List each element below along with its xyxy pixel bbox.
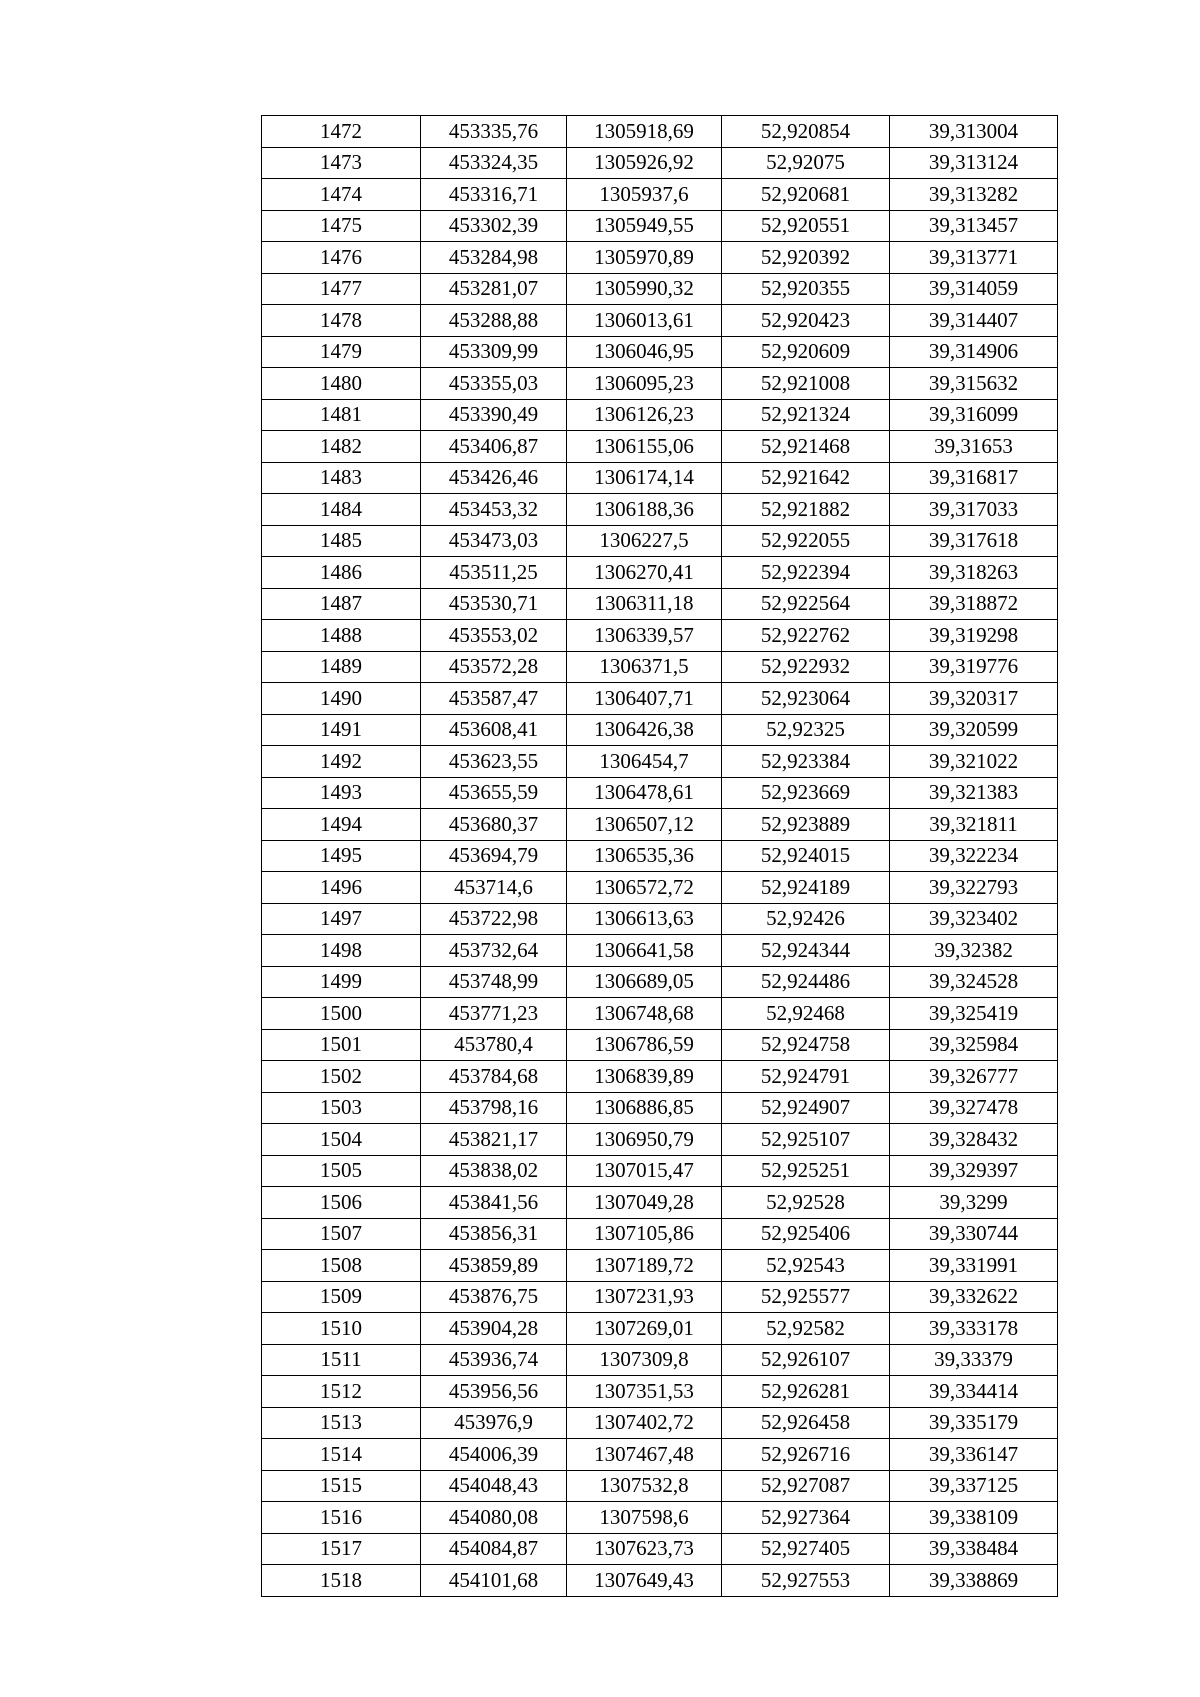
y-coordinate-cell: 1307402,72: [567, 1407, 722, 1439]
latitude-cell: 52,925251: [722, 1155, 890, 1187]
x-coordinate-cell: 453335,76: [421, 116, 567, 148]
table-row: [262, 1250, 1058, 1282]
y-coordinate-cell: 1306748,68: [567, 998, 722, 1030]
point-number-cell: 1508: [262, 1250, 421, 1282]
longitude-cell: 39,321383: [890, 777, 1058, 809]
table-row: [262, 1092, 1058, 1124]
point-number-cell: 1518: [262, 1565, 421, 1597]
latitude-cell: 52,922762: [722, 620, 890, 652]
longitude-cell: 39,314407: [890, 305, 1058, 337]
y-coordinate-cell: 1305918,69: [567, 116, 722, 148]
x-coordinate-cell: 453453,32: [421, 494, 567, 526]
longitude-cell: 39,324528: [890, 966, 1058, 998]
table-row: [262, 1502, 1058, 1534]
longitude-cell: 39,319298: [890, 620, 1058, 652]
longitude-cell: 39,336147: [890, 1439, 1058, 1471]
table-row: [262, 1407, 1058, 1439]
table-row: [262, 179, 1058, 211]
point-number-cell: 1489: [262, 651, 421, 683]
longitude-cell: 39,315632: [890, 368, 1058, 400]
y-coordinate-cell: 1306478,61: [567, 777, 722, 809]
x-coordinate-cell: 453281,07: [421, 273, 567, 305]
y-coordinate-cell: 1307467,48: [567, 1439, 722, 1471]
table-row: [262, 714, 1058, 746]
point-number-cell: 1511: [262, 1344, 421, 1376]
y-coordinate-cell: 1306613,63: [567, 903, 722, 935]
latitude-cell: 52,927087: [722, 1470, 890, 1502]
table-row: [262, 809, 1058, 841]
point-number-cell: 1480: [262, 368, 421, 400]
longitude-cell: 39,317618: [890, 525, 1058, 557]
x-coordinate-cell: 453406,87: [421, 431, 567, 463]
y-coordinate-cell: 1307623,73: [567, 1533, 722, 1565]
longitude-cell: 39,338109: [890, 1502, 1058, 1534]
table-row: [262, 462, 1058, 494]
x-coordinate-cell: 453316,71: [421, 179, 567, 211]
point-number-cell: 1472: [262, 116, 421, 148]
point-number-cell: 1473: [262, 147, 421, 179]
table-row: [262, 998, 1058, 1030]
x-coordinate-cell: 453473,03: [421, 525, 567, 557]
longitude-cell: 39,326777: [890, 1061, 1058, 1093]
table-row: [262, 588, 1058, 620]
longitude-cell: 39,329397: [890, 1155, 1058, 1187]
longitude-cell: 39,332622: [890, 1281, 1058, 1313]
x-coordinate-cell: 453302,39: [421, 210, 567, 242]
y-coordinate-cell: 1306426,38: [567, 714, 722, 746]
coordinates-table-body: [262, 116, 1058, 1597]
x-coordinate-cell: 453587,47: [421, 683, 567, 715]
latitude-cell: 52,920355: [722, 273, 890, 305]
point-number-cell: 1479: [262, 336, 421, 368]
x-coordinate-cell: 453976,9: [421, 1407, 567, 1439]
point-number-cell: 1514: [262, 1439, 421, 1471]
latitude-cell: 52,92426: [722, 903, 890, 935]
point-number-cell: 1490: [262, 683, 421, 715]
table-row: [262, 1218, 1058, 1250]
latitude-cell: 52,927405: [722, 1533, 890, 1565]
y-coordinate-cell: 1307105,86: [567, 1218, 722, 1250]
x-coordinate-cell: 453780,4: [421, 1029, 567, 1061]
longitude-cell: 39,338869: [890, 1565, 1058, 1597]
x-coordinate-cell: 454006,39: [421, 1439, 567, 1471]
x-coordinate-cell: 454084,87: [421, 1533, 567, 1565]
latitude-cell: 52,925406: [722, 1218, 890, 1250]
table-row: [262, 1470, 1058, 1502]
table-row: [262, 935, 1058, 967]
point-number-cell: 1488: [262, 620, 421, 652]
x-coordinate-cell: 453856,31: [421, 1218, 567, 1250]
x-coordinate-cell: 453859,89: [421, 1250, 567, 1282]
table-row: [262, 1439, 1058, 1471]
latitude-cell: 52,923064: [722, 683, 890, 715]
point-number-cell: 1517: [262, 1533, 421, 1565]
latitude-cell: 52,924015: [722, 840, 890, 872]
x-coordinate-cell: 453390,49: [421, 399, 567, 431]
table-row: [262, 557, 1058, 589]
longitude-cell: 39,337125: [890, 1470, 1058, 1502]
y-coordinate-cell: 1306407,71: [567, 683, 722, 715]
point-number-cell: 1493: [262, 777, 421, 809]
latitude-cell: 52,924907: [722, 1092, 890, 1124]
point-number-cell: 1482: [262, 431, 421, 463]
x-coordinate-cell: 453553,02: [421, 620, 567, 652]
table-row: [262, 399, 1058, 431]
x-coordinate-cell: 453771,23: [421, 998, 567, 1030]
table-row: [262, 840, 1058, 872]
y-coordinate-cell: 1306227,5: [567, 525, 722, 557]
point-number-cell: 1492: [262, 746, 421, 778]
longitude-cell: 39,320599: [890, 714, 1058, 746]
y-coordinate-cell: 1306270,41: [567, 557, 722, 589]
point-number-cell: 1486: [262, 557, 421, 589]
x-coordinate-cell: 453511,25: [421, 557, 567, 589]
table-row: [262, 1313, 1058, 1345]
point-number-cell: 1484: [262, 494, 421, 526]
latitude-cell: 52,924189: [722, 872, 890, 904]
x-coordinate-cell: 453309,99: [421, 336, 567, 368]
longitude-cell: 39,314906: [890, 336, 1058, 368]
point-number-cell: 1495: [262, 840, 421, 872]
latitude-cell: 52,925577: [722, 1281, 890, 1313]
point-number-cell: 1501: [262, 1029, 421, 1061]
point-number-cell: 1496: [262, 872, 421, 904]
point-number-cell: 1509: [262, 1281, 421, 1313]
y-coordinate-cell: 1307231,93: [567, 1281, 722, 1313]
x-coordinate-cell: 453798,16: [421, 1092, 567, 1124]
y-coordinate-cell: 1306839,89: [567, 1061, 722, 1093]
longitude-cell: 39,330744: [890, 1218, 1058, 1250]
longitude-cell: 39,316099: [890, 399, 1058, 431]
y-coordinate-cell: 1307015,47: [567, 1155, 722, 1187]
x-coordinate-cell: 453680,37: [421, 809, 567, 841]
latitude-cell: 52,92543: [722, 1250, 890, 1282]
longitude-cell: 39,313004: [890, 116, 1058, 148]
y-coordinate-cell: 1306572,72: [567, 872, 722, 904]
table-row: [262, 1376, 1058, 1408]
x-coordinate-cell: 453608,41: [421, 714, 567, 746]
x-coordinate-cell: 453426,46: [421, 462, 567, 494]
longitude-cell: 39,322793: [890, 872, 1058, 904]
longitude-cell: 39,313457: [890, 210, 1058, 242]
latitude-cell: 52,925107: [722, 1124, 890, 1156]
latitude-cell: 52,920681: [722, 179, 890, 211]
longitude-cell: 39,320317: [890, 683, 1058, 715]
latitude-cell: 52,920423: [722, 305, 890, 337]
point-number-cell: 1506: [262, 1187, 421, 1219]
x-coordinate-cell: 453694,79: [421, 840, 567, 872]
table-row: [262, 777, 1058, 809]
y-coordinate-cell: 1307649,43: [567, 1565, 722, 1597]
longitude-cell: 39,321811: [890, 809, 1058, 841]
point-number-cell: 1491: [262, 714, 421, 746]
x-coordinate-cell: 453876,75: [421, 1281, 567, 1313]
table-row: [262, 1565, 1058, 1597]
point-number-cell: 1494: [262, 809, 421, 841]
point-number-cell: 1483: [262, 462, 421, 494]
longitude-cell: 39,318263: [890, 557, 1058, 589]
table-row: [262, 147, 1058, 179]
table-row: [262, 1344, 1058, 1376]
y-coordinate-cell: 1305937,6: [567, 179, 722, 211]
point-number-cell: 1504: [262, 1124, 421, 1156]
y-coordinate-cell: 1307049,28: [567, 1187, 722, 1219]
point-number-cell: 1476: [262, 242, 421, 274]
latitude-cell: 52,921882: [722, 494, 890, 526]
table-row: [262, 1187, 1058, 1219]
point-number-cell: 1474: [262, 179, 421, 211]
latitude-cell: 52,923669: [722, 777, 890, 809]
latitude-cell: 52,920392: [722, 242, 890, 274]
x-coordinate-cell: 453572,28: [421, 651, 567, 683]
latitude-cell: 52,922055: [722, 525, 890, 557]
latitude-cell: 52,921324: [722, 399, 890, 431]
longitude-cell: 39,313124: [890, 147, 1058, 179]
latitude-cell: 52,922932: [722, 651, 890, 683]
point-number-cell: 1500: [262, 998, 421, 1030]
table-row: [262, 1281, 1058, 1313]
latitude-cell: 52,926281: [722, 1376, 890, 1408]
point-number-cell: 1499: [262, 966, 421, 998]
x-coordinate-cell: 453655,59: [421, 777, 567, 809]
table-row: [262, 1029, 1058, 1061]
point-number-cell: 1478: [262, 305, 421, 337]
point-number-cell: 1503: [262, 1092, 421, 1124]
x-coordinate-cell: 453784,68: [421, 1061, 567, 1093]
longitude-cell: 39,334414: [890, 1376, 1058, 1408]
point-number-cell: 1487: [262, 588, 421, 620]
longitude-cell: 39,321022: [890, 746, 1058, 778]
latitude-cell: 52,927364: [722, 1502, 890, 1534]
longitude-cell: 39,313282: [890, 179, 1058, 211]
y-coordinate-cell: 1306046,95: [567, 336, 722, 368]
y-coordinate-cell: 1305926,92: [567, 147, 722, 179]
table-row: [262, 1124, 1058, 1156]
y-coordinate-cell: 1306689,05: [567, 966, 722, 998]
point-number-cell: 1485: [262, 525, 421, 557]
latitude-cell: 52,921468: [722, 431, 890, 463]
latitude-cell: 52,920854: [722, 116, 890, 148]
table-row: [262, 494, 1058, 526]
y-coordinate-cell: 1306371,5: [567, 651, 722, 683]
coordinates-table: [261, 115, 1058, 1597]
latitude-cell: 52,92075: [722, 147, 890, 179]
longitude-cell: 39,322234: [890, 840, 1058, 872]
latitude-cell: 52,920609: [722, 336, 890, 368]
longitude-cell: 39,331991: [890, 1250, 1058, 1282]
latitude-cell: 52,92468: [722, 998, 890, 1030]
x-coordinate-cell: 453841,56: [421, 1187, 567, 1219]
longitude-cell: 39,314059: [890, 273, 1058, 305]
table-row: [262, 651, 1058, 683]
y-coordinate-cell: 1306311,18: [567, 588, 722, 620]
point-number-cell: 1516: [262, 1502, 421, 1534]
latitude-cell: 52,92528: [722, 1187, 890, 1219]
y-coordinate-cell: 1306126,23: [567, 399, 722, 431]
x-coordinate-cell: 454048,43: [421, 1470, 567, 1502]
table-row: [262, 1155, 1058, 1187]
point-number-cell: 1497: [262, 903, 421, 935]
x-coordinate-cell: 454101,68: [421, 1565, 567, 1597]
longitude-cell: 39,317033: [890, 494, 1058, 526]
y-coordinate-cell: 1306095,23: [567, 368, 722, 400]
y-coordinate-cell: 1306886,85: [567, 1092, 722, 1124]
table-row: [262, 525, 1058, 557]
y-coordinate-cell: 1306155,06: [567, 431, 722, 463]
table-row: [262, 305, 1058, 337]
y-coordinate-cell: 1306188,36: [567, 494, 722, 526]
table-row: [262, 620, 1058, 652]
x-coordinate-cell: 453904,28: [421, 1313, 567, 1345]
x-coordinate-cell: 453722,98: [421, 903, 567, 935]
y-coordinate-cell: 1305970,89: [567, 242, 722, 274]
latitude-cell: 52,924791: [722, 1061, 890, 1093]
table-row: [262, 368, 1058, 400]
x-coordinate-cell: 453530,71: [421, 588, 567, 620]
latitude-cell: 52,924344: [722, 935, 890, 967]
latitude-cell: 52,927553: [722, 1565, 890, 1597]
point-number-cell: 1510: [262, 1313, 421, 1345]
latitude-cell: 52,92582: [722, 1313, 890, 1345]
table-row: [262, 746, 1058, 778]
table-row: [262, 336, 1058, 368]
point-number-cell: 1475: [262, 210, 421, 242]
table-row: [262, 273, 1058, 305]
y-coordinate-cell: 1307269,01: [567, 1313, 722, 1345]
latitude-cell: 52,920551: [722, 210, 890, 242]
longitude-cell: 39,319776: [890, 651, 1058, 683]
point-number-cell: 1502: [262, 1061, 421, 1093]
x-coordinate-cell: 453623,55: [421, 746, 567, 778]
table-row: [262, 431, 1058, 463]
latitude-cell: 52,921008: [722, 368, 890, 400]
latitude-cell: 52,924486: [722, 966, 890, 998]
latitude-cell: 52,92325: [722, 714, 890, 746]
longitude-cell: 39,32382: [890, 935, 1058, 967]
table-row: [262, 872, 1058, 904]
x-coordinate-cell: 453936,74: [421, 1344, 567, 1376]
x-coordinate-cell: 453355,03: [421, 368, 567, 400]
latitude-cell: 52,926458: [722, 1407, 890, 1439]
table-row: [262, 683, 1058, 715]
table-row: [262, 903, 1058, 935]
longitude-cell: 39,325419: [890, 998, 1058, 1030]
y-coordinate-cell: 1306535,36: [567, 840, 722, 872]
x-coordinate-cell: 453748,99: [421, 966, 567, 998]
x-coordinate-cell: 453732,64: [421, 935, 567, 967]
longitude-cell: 39,335179: [890, 1407, 1058, 1439]
latitude-cell: 52,923384: [722, 746, 890, 778]
table-row: [262, 116, 1058, 148]
longitude-cell: 39,338484: [890, 1533, 1058, 1565]
latitude-cell: 52,921642: [722, 462, 890, 494]
latitude-cell: 52,926716: [722, 1439, 890, 1471]
point-number-cell: 1477: [262, 273, 421, 305]
longitude-cell: 39,333178: [890, 1313, 1058, 1345]
latitude-cell: 52,926107: [722, 1344, 890, 1376]
table-row: [262, 210, 1058, 242]
x-coordinate-cell: 453284,98: [421, 242, 567, 274]
point-number-cell: 1481: [262, 399, 421, 431]
y-coordinate-cell: 1307189,72: [567, 1250, 722, 1282]
y-coordinate-cell: 1307598,6: [567, 1502, 722, 1534]
latitude-cell: 52,923889: [722, 809, 890, 841]
y-coordinate-cell: 1306950,79: [567, 1124, 722, 1156]
x-coordinate-cell: 453838,02: [421, 1155, 567, 1187]
latitude-cell: 52,922564: [722, 588, 890, 620]
longitude-cell: 39,328432: [890, 1124, 1058, 1156]
longitude-cell: 39,325984: [890, 1029, 1058, 1061]
y-coordinate-cell: 1306174,14: [567, 462, 722, 494]
y-coordinate-cell: 1306641,58: [567, 935, 722, 967]
table-row: [262, 966, 1058, 998]
y-coordinate-cell: 1307309,8: [567, 1344, 722, 1376]
table-row: [262, 1533, 1058, 1565]
point-number-cell: 1512: [262, 1376, 421, 1408]
y-coordinate-cell: 1305990,32: [567, 273, 722, 305]
point-number-cell: 1513: [262, 1407, 421, 1439]
point-number-cell: 1515: [262, 1470, 421, 1502]
point-number-cell: 1498: [262, 935, 421, 967]
y-coordinate-cell: 1306013,61: [567, 305, 722, 337]
longitude-cell: 39,316817: [890, 462, 1058, 494]
longitude-cell: 39,327478: [890, 1092, 1058, 1124]
latitude-cell: 52,922394: [722, 557, 890, 589]
y-coordinate-cell: 1306786,59: [567, 1029, 722, 1061]
x-coordinate-cell: 453324,35: [421, 147, 567, 179]
x-coordinate-cell: 454080,08: [421, 1502, 567, 1534]
y-coordinate-cell: 1306454,7: [567, 746, 722, 778]
longitude-cell: 39,33379: [890, 1344, 1058, 1376]
table-row: [262, 1061, 1058, 1093]
point-number-cell: 1507: [262, 1218, 421, 1250]
y-coordinate-cell: 1306339,57: [567, 620, 722, 652]
table-row: [262, 242, 1058, 274]
longitude-cell: 39,3299: [890, 1187, 1058, 1219]
x-coordinate-cell: 453821,17: [421, 1124, 567, 1156]
latitude-cell: 52,924758: [722, 1029, 890, 1061]
longitude-cell: 39,318872: [890, 588, 1058, 620]
point-number-cell: 1505: [262, 1155, 421, 1187]
longitude-cell: 39,313771: [890, 242, 1058, 274]
longitude-cell: 39,31653: [890, 431, 1058, 463]
y-coordinate-cell: 1306507,12: [567, 809, 722, 841]
x-coordinate-cell: 453956,56: [421, 1376, 567, 1408]
y-coordinate-cell: 1307351,53: [567, 1376, 722, 1408]
y-coordinate-cell: 1305949,55: [567, 210, 722, 242]
y-coordinate-cell: 1307532,8: [567, 1470, 722, 1502]
longitude-cell: 39,323402: [890, 903, 1058, 935]
x-coordinate-cell: 453288,88: [421, 305, 567, 337]
x-coordinate-cell: 453714,6: [421, 872, 567, 904]
